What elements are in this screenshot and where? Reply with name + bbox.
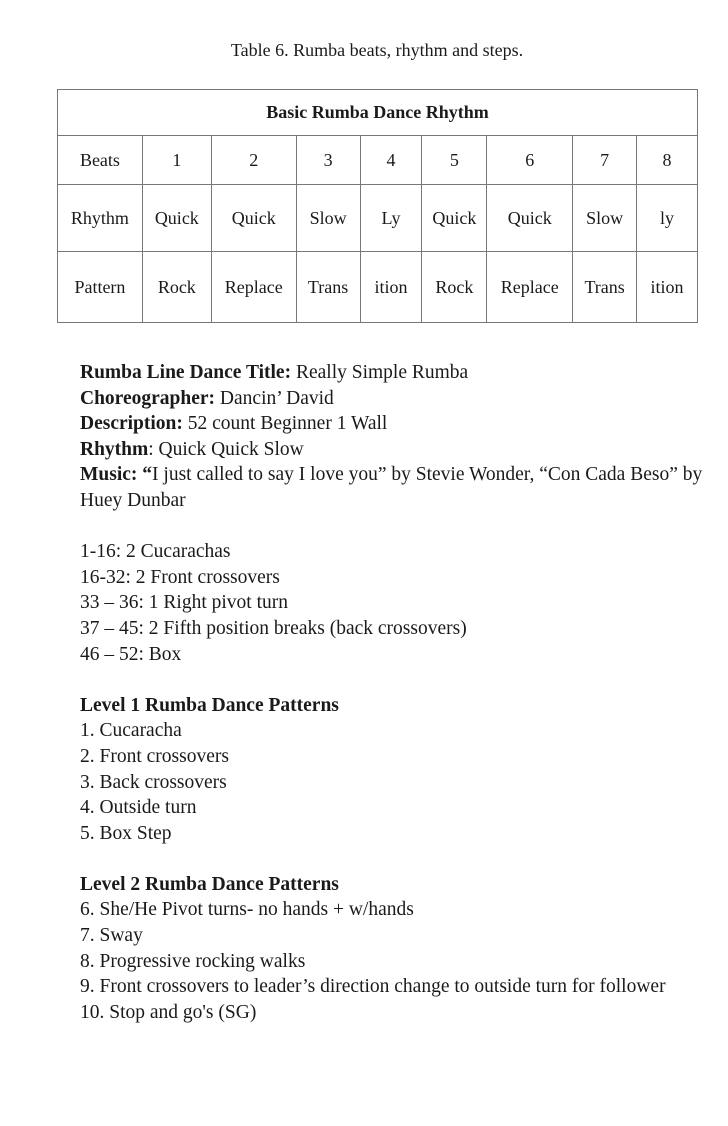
table-cell: 2	[211, 136, 296, 185]
table-cell: Quick	[142, 185, 211, 252]
table-cell: Pattern	[58, 252, 143, 323]
table-row-beats	[58, 136, 698, 185]
rhythm-value: : Quick Quick Slow	[148, 438, 304, 460]
table-cell: 3	[296, 136, 360, 185]
table-cell: Beats	[58, 136, 143, 185]
table-title: Basic Rumba Dance Rhythm	[58, 90, 698, 136]
table-cell: Quick	[487, 185, 573, 252]
level2-item: 8. Progressive rocking walks	[80, 950, 306, 972]
table-cell: Trans	[296, 252, 360, 323]
music-label: Music: “	[80, 464, 153, 486]
count-item: 16-32: 2 Front crossovers	[80, 566, 280, 588]
rhythm-line	[80, 437, 710, 463]
table-cell: ition	[360, 252, 422, 323]
table-cell: Replace	[487, 252, 573, 323]
rhythm-label: Rhythm	[80, 438, 149, 460]
table-cell: Quick	[422, 185, 487, 252]
choreographer-line	[80, 386, 710, 412]
table-cell: Slow	[296, 185, 360, 252]
table-cell: Rock	[142, 252, 211, 323]
count-item: 33 – 36: 1 Right pivot turn	[80, 592, 289, 614]
description-value: 52 count Beginner 1 Wall	[182, 413, 388, 435]
table-cell: Replace	[211, 252, 296, 323]
rumba-rhythm-table	[57, 89, 698, 323]
table-cell: Rock	[422, 252, 487, 323]
choreographer-label: Choreographer:	[80, 387, 216, 409]
level2-item: 7. Sway	[80, 925, 143, 947]
table-cell: 5	[422, 136, 487, 185]
music-value: I just called to say I love you” by Stevie Wonder, “Con Cada Beso” by Huey Dunbar	[80, 464, 703, 511]
table-cell: ly	[637, 185, 698, 252]
table-cell: Rhythm	[58, 185, 143, 252]
count-item: 1-16: 2 Cucarachas	[80, 541, 231, 563]
table-cell: ition	[637, 252, 698, 323]
description-label: Description:	[80, 413, 183, 435]
level1-item: 3. Back crossovers	[80, 771, 227, 793]
count-item: 46 – 52: Box	[80, 643, 182, 665]
level2-item: 6. She/He Pivot turns- no hands + w/hands	[80, 899, 414, 921]
table-caption: Table 6. Rumba beats, rhythm and steps.	[230, 40, 524, 60]
choreographer-value: Dancin’ David	[215, 387, 334, 409]
level1-item: 4. Outside turn	[80, 797, 197, 819]
table-cell: 7	[573, 136, 637, 185]
level1-heading: Level 1 Rumba Dance Patterns	[80, 694, 339, 716]
table-cell: 8	[637, 136, 698, 185]
dance-description	[80, 360, 710, 1025]
dance-title-value: Really Simple Rumba	[291, 362, 469, 383]
level2-heading: Level 2 Rumba Dance Patterns	[80, 873, 339, 895]
table-cell: 1	[142, 136, 211, 185]
description-line	[80, 411, 710, 437]
level1-item: 1. Cucaracha	[80, 720, 182, 742]
music-line	[80, 462, 710, 513]
level1-item: 5. Box Step	[80, 822, 172, 844]
table-cell: Slow	[573, 185, 637, 252]
table-cell: 6	[487, 136, 573, 185]
table-cell: Trans	[573, 252, 637, 323]
dance-title-label: Rumba Line Dance Title:	[80, 362, 292, 383]
level1-item: 2. Front crossovers	[80, 745, 229, 767]
table-cell: 4	[360, 136, 422, 185]
count-item: 37 – 45: 2 Fifth position breaks (back crossovers)	[80, 617, 467, 639]
level2-item: 10. Stop and go's (SG)	[80, 1001, 257, 1023]
table-row-pattern	[58, 252, 698, 323]
table-cell: Quick	[211, 185, 296, 252]
dance-title-line	[80, 360, 710, 386]
table-row-rhythm	[58, 185, 698, 252]
table-cell: Ly	[360, 185, 422, 252]
level2-item: 9. Front crossovers to leader’s direction change to outside turn for follower	[80, 976, 666, 998]
